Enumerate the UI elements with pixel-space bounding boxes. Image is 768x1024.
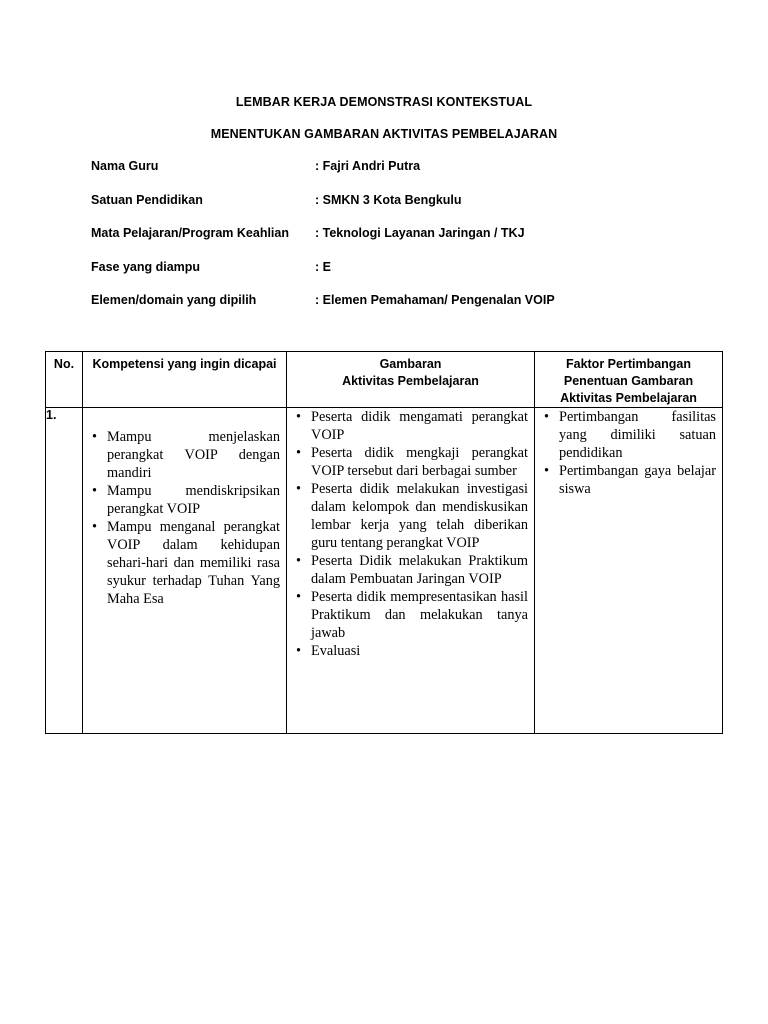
document-title: LEMBAR KERJA DEMONSTRASI KONTEKSTUAL xyxy=(235,95,533,109)
list-item xyxy=(540,408,716,462)
header-gambaran-line2: Aktivitas Pembelajaran xyxy=(342,374,479,388)
info-label: Mata Pelajaran/Program Keahlian xyxy=(91,226,289,240)
list-item xyxy=(292,552,528,588)
header-faktor-line2: Penentuan Gambaran xyxy=(563,374,694,388)
bullet-icon: • xyxy=(296,481,302,497)
aktivitas-list xyxy=(292,408,528,660)
info-label: Elemen/domain yang dipilih xyxy=(91,293,257,307)
list-item xyxy=(292,408,528,444)
bullet-icon: • xyxy=(296,409,302,425)
bullet-icon: • xyxy=(544,409,550,425)
list-item-text: Peserta Didik melakukan Praktikum dalam Pembuatan Jaringan VOIP xyxy=(311,553,528,587)
list-item-text: Peserta didik mempresentasikan hasil Praktikum dan melakukan tanya jawab xyxy=(311,589,528,641)
list-item xyxy=(292,480,528,552)
list-item xyxy=(292,588,528,642)
header-faktor-line1: Faktor Pertimbangan xyxy=(565,357,692,371)
bullet-icon: • xyxy=(296,445,302,461)
header-kompetensi: Kompetensi yang ingin dicapai xyxy=(83,352,287,408)
info-label: Fase yang diampu xyxy=(91,259,201,274)
list-item-text: Mampu mendiskripsikan perangkat VOIP xyxy=(107,483,280,517)
list-item-text: Mampu menjelaskan perangkat VOIP dengan mandiri xyxy=(107,429,280,481)
info-value: : SMKN 3 Kota Bengkulu xyxy=(315,192,462,207)
bullet-icon: • xyxy=(92,429,98,445)
list-item xyxy=(540,462,716,498)
bullet-icon: • xyxy=(296,553,302,569)
list-item-text: Mampu menganal perangkat VOIP dalam kehidupan sehari-hari dan memiliki rasa syukur terhadap Tuhan Yang Maha Esa xyxy=(107,519,280,607)
table-row xyxy=(46,408,723,734)
list-item xyxy=(292,642,528,660)
info-value: : E xyxy=(315,259,331,274)
bullet-icon: • xyxy=(296,643,302,659)
row-number: 1. xyxy=(46,408,83,734)
info-value: : Fajri Andri Putra xyxy=(315,159,421,173)
aktivitas-cell xyxy=(287,408,535,734)
kompetensi-list xyxy=(88,428,280,608)
header-faktor-line3: Aktivitas Pembelajaran xyxy=(560,391,697,405)
list-item xyxy=(88,518,280,608)
document-subtitle: MENENTUKAN GAMBARAN AKTIVITAS PEMBELAJARAN xyxy=(210,127,558,141)
bullet-icon: • xyxy=(92,519,98,535)
info-label: Satuan Pendidikan xyxy=(91,192,203,207)
list-item xyxy=(88,482,280,518)
bullet-icon: • xyxy=(296,589,302,605)
kompetensi-cell xyxy=(83,408,287,734)
activity-table xyxy=(45,351,723,734)
info-label: Nama Guru xyxy=(91,159,159,173)
list-item-text: Evaluasi xyxy=(311,643,361,659)
list-item-text: Pertimbangan gaya belajar siswa xyxy=(559,463,716,497)
bullet-icon: • xyxy=(92,483,98,499)
info-value: : Teknologi Layanan Jaringan / TKJ xyxy=(315,226,525,240)
list-item xyxy=(88,428,280,482)
list-item-text: Peserta didik mengkaji perangkat VOIP tersebut dari berbagai sumber xyxy=(311,445,528,479)
header-gambaran xyxy=(287,352,535,408)
list-item-text: Peserta didik mengamati perangkat VOIP xyxy=(311,409,528,443)
table-header-row xyxy=(46,352,723,408)
list-item-text: Pertimbangan fasilitas yang dimiliki satuan pendidikan xyxy=(559,409,716,461)
info-value: : Elemen Pemahaman/ Pengenalan VOIP xyxy=(315,293,555,307)
header-gambaran-line1: Gambaran xyxy=(379,357,442,371)
faktor-cell xyxy=(535,408,723,734)
header-no: No. xyxy=(46,352,83,408)
faktor-list xyxy=(540,408,716,498)
list-item-text: Peserta didik melakukan investigasi dalam kelompok dan mendiskusikan lembar kerja yang telah diberikan guru tentang perangkat VOIP xyxy=(311,481,528,551)
list-item xyxy=(292,444,528,480)
bullet-icon: • xyxy=(544,463,550,479)
header-faktor xyxy=(535,352,723,408)
